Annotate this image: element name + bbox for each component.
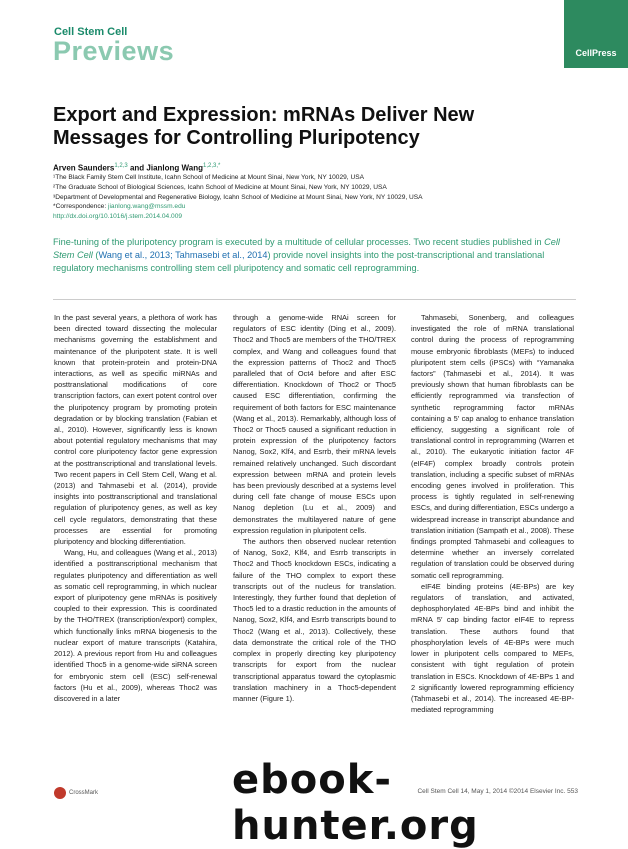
footer-citation: Cell Stem Cell 14, May 1, 2014 ©2014 Elsevier Inc. 553 — [417, 788, 578, 795]
body-column-3 — [411, 312, 574, 715]
paragraph: Wang, Hu, and colleagues (Wang et al., 2013) identified a posttranscriptional mechanism that regulates pluripotency and differentiation as well as somatic cell reprogramming, in which nuclear export of pluripotency gene mRNAs is positively coupled to their expression. This is coordinated by the THO/TREX (transcription/export) complex, which functionally links mRNA biogenesis to the nuclear export of mature transcripts (Katahira, 2012). A previous report from Hu and colleagues identified Thoc5 in a genome-wide siRNA screen for embryonic stem cell (ESC) self-renewal factors (Hu et al., 2009), whereas Thoc2 was discovered in a later — [54, 548, 217, 703]
crossmark-icon — [54, 787, 66, 799]
paragraph: In the past several years, a plethora of work has been directed toward dissecting the molecular mechanisms governing the establishment and maintenance of the pluripotent state. It is well known that protein-protein and protein-DNA interactions, as well as specific miRNAs and posttranslational modifications of core transcription factors, can exert potent control over the pluripotency program by promoting protein degradation or by blocking translation (Fabian et al., 2010). However, significantly less is known about potential regulatory mechanisms that may control core pluripotency factor gene expression at the posttranscriptional and translational levels. Two recent papers in Cell Stem Cell, Wang et al. (2013) and Tahmasebi et al. (2014), provide insights into posttranscriptional and translational regulation of pluripotency genes, as well as key cell cycle regulators, demonstrating that these processes are essential for promoting pluripotency and blocking differentiation. — [54, 313, 217, 547]
correspondence-email-link[interactable]: jianlong.wang@mssm.edu — [107, 203, 186, 211]
paragraph: Tahmasebi, Sonenberg, and colleagues investigated the role of mRNA translational control during the process of reprogramming mouse embryonic fibroblasts (MEFs) to induced pluripotent stem cells (iPSCs) with “Yamanaka factors” (Tahmasebi et al., 2014). It was previously shown that human fibroblasts can be efficiently reprogrammed via transfection of synthetic reprogramming factor mRNAs containing a 5′ cap analog to enhance translation efficiency, suggesting a significant role of translational control in reprogramming (Warren et al., 2010). The eukaryotic initiation factor 4F (eIF4F) complex broadly controls protein translation, including a specific subset of mRNAs encoding genes involved in proliferation. This process is tightly regulated in self-renewing ESCs, and during differentiation, ESCs undergo a widespread increase in transcript abundance and translation initiation (Sampath et al., 2008). These findings prompted Tahmasebi and colleagues to determine whether an inversely correlated regulation of translation could be observed during somatic cell reprogramming. — [411, 313, 574, 580]
journal-name: Cell Stem Cell — [54, 26, 128, 38]
author-and: and — [129, 163, 145, 173]
paragraph: The authors then observed nuclear retention of Nanog, Sox2, Klf4, and Esrrb transcripts in Thoc2 and Thoc5 knockdown ESCs, indicating a failure of the THO complex to export these transcripts out of the nucleus for translation. Interestingly, they further found that depletion of Thoc5 led to a drastic reduction in the amounts of Nanog, Sox2, Klf4, and Esrrb transcripts bound to Thoc2 (Wang et al., 2013). Collectively, these data demonstrate the critical role of the THO complex in properly directing key pluripotency transcripts for export from the nuclear transcriptional apparatus toward the cytoplasmic translation machinery in a Thoc5-dependent manner (Figure 1). — [233, 537, 396, 703]
watermark: ebook-hunter.org — [232, 757, 479, 849]
divider — [53, 299, 576, 300]
affiliations — [53, 173, 573, 222]
abstract-part-2: ) provide novel insights into the post-transcriptional and translational regulatory mechanisms controlling stem cell pluripotency and somatic cell reprogramming. — [53, 250, 545, 273]
paragraph: eIF4E binding proteins (4E-BPs) are key regulators of translation, and activated, dephosphorylated 4E-BPs bind and inhibit the mRNA 5′ cap binding factor eIF4E to repress translation. These authors found that phosphorylation levels of 4E-BPs were much lower in pluripotent cells compared to MEFs, consistent with tight regulation of protein translation in ESCs. Knockdown of 4E-BPs 1 and 2 significantly lowered reprogramming efficiency (Tahmasebi et al., 2014). The increased 4E-BP-mediated reprogramming — [411, 581, 574, 715]
author-2-affil: 1,2,3,* — [203, 163, 221, 169]
affiliation-2: ²The Graduate School of Biological Sciences, Icahn School of Medicine at Mount Sinai, New York, NY 10029, USA — [53, 183, 387, 191]
abstract-part-1: Fine-tuning of the pluripotency program is executed by a multitude of cellular processes. Two recent studies published in — [53, 237, 545, 247]
section-title: Previews — [53, 36, 175, 66]
abstract-refs-link[interactable]: Wang et al., 2013; Tahmasebi et al., 2014 — [98, 250, 268, 260]
abstract — [53, 236, 583, 275]
affiliation-3: ³Department of Developmental and Regenerative Biology, Icahn School of Medicine at Mount Sinai, New York, NY 10029, USA — [53, 193, 423, 201]
correspondence — [53, 202, 573, 212]
author-2: Jianlong Wang — [146, 163, 204, 173]
body-column-1 — [54, 312, 217, 704]
author-1: Arven Saunders — [53, 163, 115, 173]
publisher-logo-text: CellPress — [575, 48, 617, 58]
abstract-open: ( — [92, 250, 99, 260]
crossmark-label: CrossMark — [69, 790, 99, 796]
author-line — [53, 163, 220, 173]
doi-link[interactable]: http://dx.doi.org/10.1016/j.stem.2014.04.009 — [53, 213, 183, 221]
correspondence-label: *Correspondence: — [53, 203, 108, 211]
abstract-journal: Cell Stem Cell — [53, 237, 560, 260]
affiliation-1: ¹The Black Family Stem Cell Institute, Icahn School of Medicine at Mount Sinai, New York, NY 10029, USA — [53, 174, 365, 181]
crossmark-badge[interactable] — [54, 787, 98, 799]
paragraph: through a genome-wide RNAi screen for regulators of ESC identity (Ding et al., 2009). Thoc2 and Thoc5 are members of the THO/TREX complex, and Wang and colleagues found that the expression patterns of Thoc2 and Thoc5 paralleled that of Oct4 before and after ESC differentiation. Knockdown of Thoc2 or Thoc5 caused ESC differentiation, confirming the requirement of both factors for ESC maintenance (Wang et al., 2013). Remarkably, although loss of Thoc2 or Thoc5 caused a significant reduction in protein expression of the pluripotency factors Nanog, Sox2, Klf4, and Esrrb, their mRNA levels remained relatively unchanged. Such discordant expression between mRNA and protein levels has been previously described at a systems level during cell fate change of mouse ESCs upon Nanog depletion (Lu et al., 2009) and demonstrates the multilayered nature of gene expression regulation in pluripotent cells. — [233, 313, 396, 535]
body-column-2 — [233, 312, 396, 704]
publisher-logo — [564, 0, 628, 68]
author-1-affil: 1,2,3 — [114, 163, 128, 169]
article-title: Export and Expression: mRNAs Deliver New Messages for Controlling Pluripotency — [53, 104, 475, 149]
